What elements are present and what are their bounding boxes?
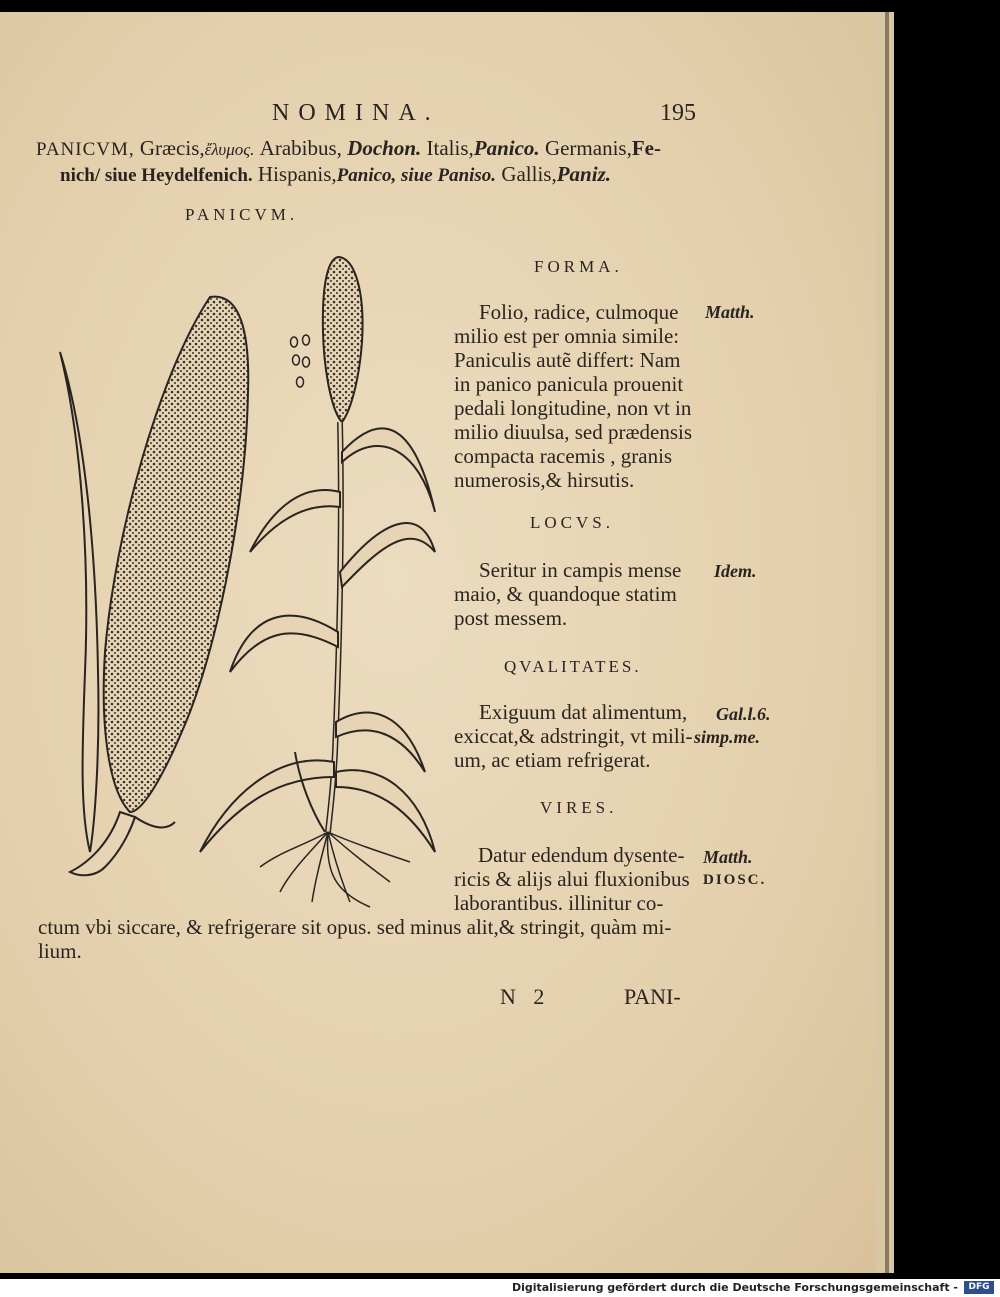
- hispanis-label: Hispanis,: [257, 162, 337, 186]
- page-edge-shadow: [885, 12, 889, 1273]
- footer-credit: Digitalisierung gefördert durch die Deutsche Forschungsgemeinschaft -: [511, 1281, 958, 1294]
- names-line-2: [60, 162, 611, 187]
- german-name-part: Fe-: [631, 136, 661, 160]
- page-number: 195: [660, 100, 696, 126]
- italis-label: Italis,: [426, 136, 474, 160]
- vires-line: Datur edendum dysente-: [478, 843, 685, 867]
- forma-line: pedali longitudine, non vt in: [454, 396, 692, 420]
- greek-name: ἔλυμος.: [204, 140, 255, 159]
- margin-note: Idem.: [714, 561, 757, 581]
- vires-line: ricis & alijs alui fluxionibus: [454, 867, 690, 891]
- forma-line: in panico panicula prouenit: [454, 372, 684, 396]
- germanis-label: Germanis,: [544, 136, 632, 160]
- forma-line: Paniculis autẽ differt: Nam: [454, 348, 681, 372]
- vires-heading: VIRES.: [540, 798, 618, 817]
- arabic-name: Dochon.: [347, 136, 422, 160]
- arabibus-label: Arabibus,: [259, 136, 342, 160]
- french-name: Paniz.: [556, 162, 611, 186]
- german-name-rest: nich/ siue Heydelfenich.: [60, 165, 253, 186]
- qualitates-line: exiccat,& adstringit, vt mili-: [454, 724, 693, 748]
- spanish-name: Panico, siue Paniso.: [336, 165, 497, 186]
- forma-line: compacta racemis , granis: [454, 444, 673, 468]
- seeds-icon: [291, 335, 310, 387]
- signature-mark: N 2: [500, 984, 551, 1009]
- locus-heading: LOCVS.: [530, 513, 614, 532]
- margin-note: simp.me.: [694, 727, 760, 747]
- catchword: PANI-: [624, 984, 681, 1009]
- graecis-label: Græcis,: [139, 136, 205, 160]
- gallis-label: Gallis,: [501, 162, 557, 186]
- italian-name: Panico.: [473, 136, 540, 160]
- qualitates-line: um, ac etiam refrigerat.: [454, 748, 651, 772]
- footer-bar: [0, 1279, 1000, 1297]
- vires-line: laborantibus. illinitur co-: [454, 891, 664, 915]
- qualitates-heading: QVALITATES.: [504, 657, 642, 676]
- margin-note: DIOSC.: [703, 872, 767, 888]
- forma-line: milio est per omnia simile:: [454, 324, 680, 348]
- margin-note: Gal.l.6.: [716, 704, 771, 724]
- locus-line: Seritur in campis mense: [479, 558, 682, 582]
- roots-icon: [260, 832, 410, 907]
- vires-line: lium.: [38, 939, 82, 963]
- margin-note: Matth.: [703, 847, 753, 867]
- book-page: [0, 12, 876, 1273]
- locus-line: maio, & quandoque statim: [454, 582, 677, 606]
- vires-line: ctum vbi siccare, & refrigerare sit opus. sed minus alit,& stringit, quàm mi-: [38, 915, 672, 939]
- forma-line: Folio, radice, culmoque: [479, 300, 679, 324]
- panicum-plant-woodcut-icon: [50, 252, 450, 912]
- figure-caption: PANICVM.: [185, 205, 299, 224]
- qualitates-line: Exiguum dat alimentum,: [479, 700, 688, 724]
- locus-line: post messem.: [454, 606, 568, 630]
- forma-line: milio diuulsa, sed prædensis: [454, 420, 692, 444]
- forma-line: numerosis,& hirsutis.: [454, 468, 635, 492]
- page-header-title: NOMINA.: [272, 100, 440, 126]
- latin-name: PANICVM,: [36, 139, 135, 160]
- names-line-1: [36, 136, 661, 161]
- dfg-logo: DFG: [964, 1281, 994, 1294]
- margin-note: Matth.: [705, 302, 755, 322]
- forma-heading: FORMA.: [534, 257, 623, 276]
